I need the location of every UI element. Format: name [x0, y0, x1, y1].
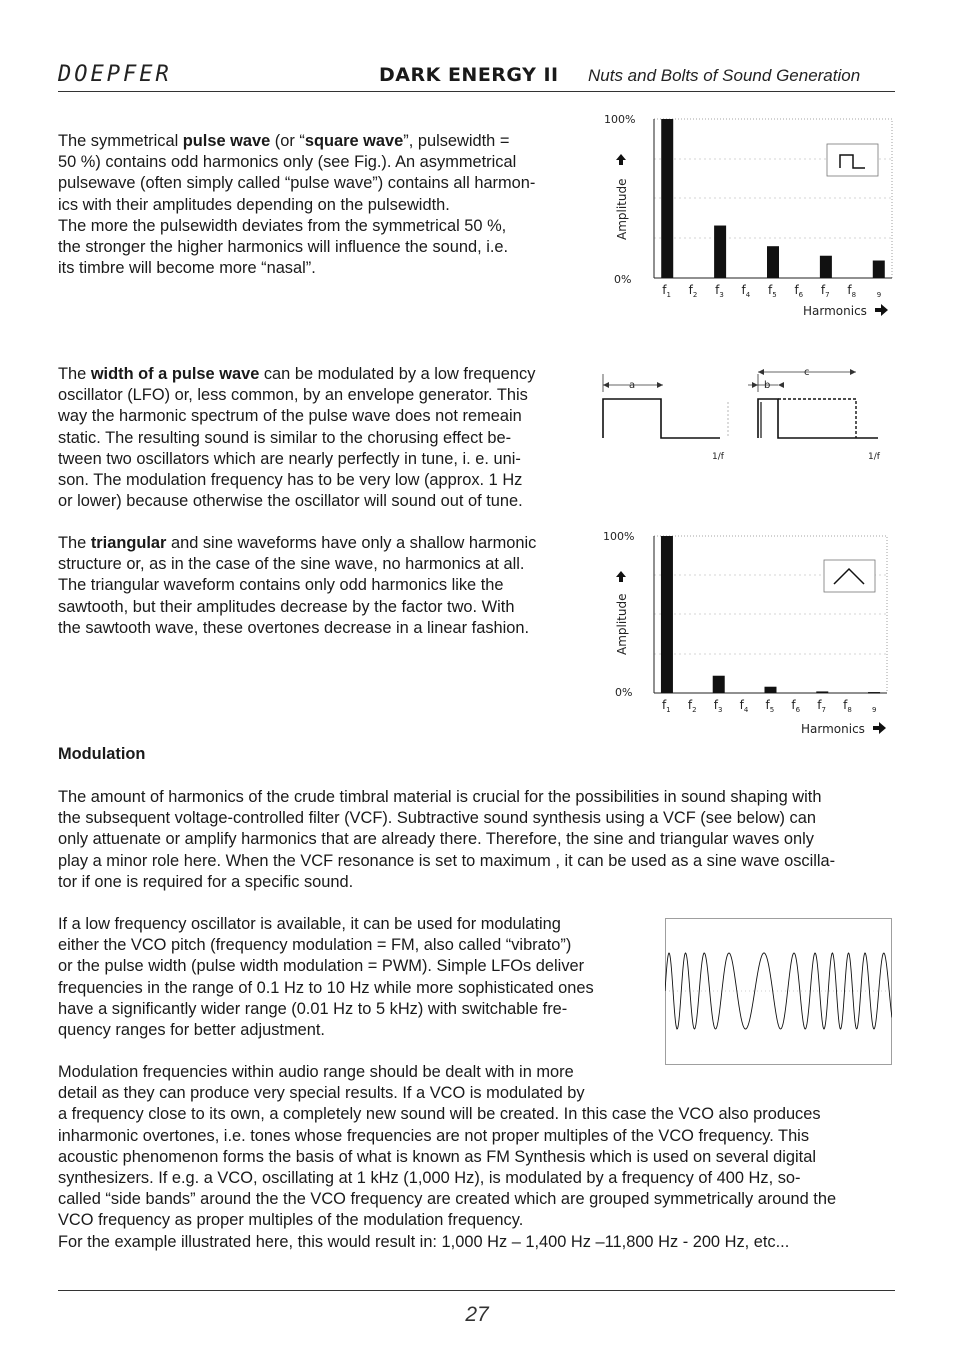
text-line: way the harmonic spectrum of the pulse wave does not remeain — [58, 407, 522, 426]
y-tick-label: 0% — [615, 686, 633, 699]
square-wave-spectrum-chart — [598, 110, 898, 325]
x-tick-label: $f_7$ — [820, 283, 830, 299]
paragraph-pulse-wave — [58, 131, 588, 279]
x-tick-label: $f_5$ — [765, 698, 775, 714]
triangle-wave-spectrum-chart — [598, 527, 898, 742]
paragraph-audio-modulation — [58, 1062, 903, 1253]
bar — [713, 676, 725, 693]
paragraph-triangular — [58, 533, 588, 639]
bar — [820, 256, 832, 278]
y-tick-label: 0% — [614, 273, 632, 286]
text-line: oscillator (LFO) or, less common, by an envelope generator. This — [58, 386, 528, 405]
x-tick-label: $f_6$ — [791, 698, 801, 714]
text-line: tor if one is required for a specific sound. — [58, 872, 354, 891]
text-line: the subsequent voltage-controlled filter (VCF). Subtractive sound synthesis using a VCF (see below) can — [58, 809, 816, 828]
paragraph-pulse-width — [58, 364, 588, 512]
label-a: a — [629, 380, 636, 391]
x-tick-label: $f_3$ — [715, 283, 724, 299]
section-heading-modulation: Modulation — [58, 745, 146, 763]
text-line: detail as they can produce very special results. If a VCO is modulated by — [58, 1084, 585, 1103]
y-tick-label: 100% — [604, 113, 636, 126]
text-line: The width of a pulse wave can be modulated by a low frequency — [58, 365, 536, 383]
text-line: The amount of harmonics of the crude timbral material is crucial for the possibilities in sound shaping with — [58, 788, 822, 806]
text-line: acoustic phenomenon forms the basis of what is known as FM Synthesis which is used on several digital — [58, 1147, 816, 1166]
period-label: 1/f — [712, 452, 724, 462]
pulse-wave-narrow — [603, 399, 720, 438]
period-label: 1/f — [868, 452, 880, 462]
label-b: b — [764, 380, 771, 391]
pulse-width-range — [778, 399, 856, 438]
text-line: its timbre will become more “nasal”. — [58, 259, 316, 278]
waveform-inset — [824, 560, 875, 592]
x-axis-label: Harmonics — [801, 722, 865, 736]
x-tick-label: $f_4$ — [741, 283, 751, 299]
bar — [765, 687, 777, 693]
bar — [661, 119, 673, 278]
page-subtitle: Nuts and Bolts of Sound Generation — [588, 66, 861, 85]
text-line: The triangular and sine waveforms have only a shallow harmonic — [58, 534, 537, 552]
x-axis-label: Harmonics — [803, 304, 867, 318]
text-line: pulsewave (often simply called “pulse wave”) contains all harmon- — [58, 174, 536, 193]
label-c: c — [804, 367, 810, 378]
text-line: or the pulse width (pulse width modulation = PWM). Simple LFOs deliver — [58, 957, 585, 976]
bar-group — [661, 119, 885, 278]
x-tick-label: $f_1$ — [661, 698, 671, 714]
bar — [868, 692, 880, 694]
text-line: the sawtooth wave, these overtones decrease in a linear fashion. — [58, 618, 530, 637]
text-line: frequencies in the range of 0.1 Hz to 10 Hz while more sophisticated ones — [58, 978, 594, 997]
plot-frame — [654, 536, 887, 693]
bar — [767, 246, 779, 278]
x-tick-label: $f_8$ — [843, 698, 852, 714]
arrow-up-icon — [616, 571, 626, 582]
pulse-width-diagram — [598, 362, 898, 467]
y-axis-label: Amplitude — [615, 178, 629, 240]
paragraph-lfo — [58, 914, 658, 1041]
footer-rule — [58, 1290, 895, 1291]
arrow-up-icon — [616, 154, 626, 165]
text-line: play a minor role here. When the VCF resonance is set to maximum , it can be used as a sine wave oscilla- — [58, 851, 836, 870]
bar — [816, 691, 828, 693]
brand-logo: DOEPFER — [58, 62, 172, 87]
x-tick-group — [662, 698, 877, 714]
text-line: quency ranges for better adjustment. — [58, 1021, 325, 1040]
pulse-wave-modulated — [758, 399, 878, 438]
x-tick-group — [662, 283, 881, 299]
text-line: inharmonic overtones, i.e. tones whose frequencies are not proper multiples of the VCO frequency. This — [58, 1126, 810, 1145]
y-tick-label: 100% — [603, 530, 635, 543]
arrow-right-icon — [873, 722, 886, 734]
text-line: only attuenate or amplify harmonics that are already there. Therefore, the sine and triangular waves only — [58, 830, 814, 849]
text-line: tween two oscillators which are nearly perfectly in tune, i. e. uni- — [58, 449, 521, 468]
header-rule — [58, 91, 895, 92]
bar — [873, 261, 885, 278]
text-line: The symmetrical pulse wave (or “square wave”, pulsewidth = — [58, 132, 510, 150]
text-line: Modulation frequencies within audio range should be dealt with in more — [58, 1063, 574, 1081]
x-tick-label: $f_2$ — [687, 698, 697, 714]
text-line: The triangular waveform contains only odd harmonics like the — [58, 576, 504, 595]
x-tick-label: 9 — [872, 706, 877, 714]
fm-waveform-figure — [665, 918, 892, 1065]
bar — [714, 226, 726, 278]
text-line: 50 %) contains odd harmonics only (see Fig.). An asymmetrical — [58, 153, 517, 172]
text-line: or lower) because otherwise the oscillator will sound out of tune. — [58, 492, 523, 511]
x-tick-label: $f_1$ — [662, 283, 671, 299]
paragraph-harmonics-vcf — [58, 787, 903, 893]
x-tick-label: $f_4$ — [739, 698, 749, 714]
arrow-right-icon — [875, 304, 888, 316]
text-line: the stronger the higher harmonics will influence the sound, i.e. — [58, 238, 509, 257]
x-tick-label: $f_2$ — [688, 283, 698, 299]
text-line: called “side bands” around the the VCO frequency are created which are grouped symmetrically around the — [58, 1190, 837, 1209]
text-line: The more the pulsewidth deviates from the symmetrical 50 %, — [58, 216, 507, 235]
product-title: DARK ENERGY II — [379, 64, 559, 86]
x-tick-label: $f_5$ — [768, 283, 777, 299]
x-tick-label: 9 — [876, 291, 882, 299]
x-tick-label: $f_6$ — [794, 283, 804, 299]
y-axis-label: Amplitude — [615, 593, 629, 655]
x-tick-label: $f_3$ — [713, 698, 723, 714]
text-line: static. The resulting sound is similar to the chorusing effect be- — [58, 428, 512, 447]
text-line: structure or, as in the case of the sine wave, no harmonics at all. — [58, 555, 525, 574]
text-line: sawtooth, but their amplitudes decrease by the factor two. With — [58, 597, 515, 616]
text-line: For the example illustrated here, this would result in: 1,000 Hz – 1,400 Hz –11,800 Hz - 200 Hz, etc... — [58, 1232, 790, 1251]
page-number: 27 — [465, 1303, 489, 1326]
text-line: VCO frequency as proper multiples of the modulation frequency. — [58, 1211, 524, 1230]
bar — [661, 536, 673, 693]
text-line: If a low frequency oscillator is available, it can be used for modulating — [58, 915, 561, 933]
text-line: a frequency close to its own, a completely new sound will be created. In this case the VCO also produces — [58, 1105, 821, 1124]
x-tick-label: $f_8$ — [847, 283, 857, 299]
text-line: have a significantly wider range (0.01 Hz to 5 kHz) with switchable fre- — [58, 999, 568, 1018]
text-line: son. The modulation frequency has to be very low (approx. 1 Hz — [58, 471, 523, 490]
text-line: either the VCO pitch (frequency modulation = FM, also called “vibrato”) — [58, 936, 572, 955]
x-tick-label: $f_7$ — [817, 698, 826, 714]
text-line: ics with their amplitudes depending on the pulsewidth. — [58, 195, 450, 214]
text-line: synthesizers. If e.g. a VCO, oscillating at 1 kHz (1,000 Hz), is modulated by a frequency of 400 Hz, so- — [58, 1169, 801, 1188]
